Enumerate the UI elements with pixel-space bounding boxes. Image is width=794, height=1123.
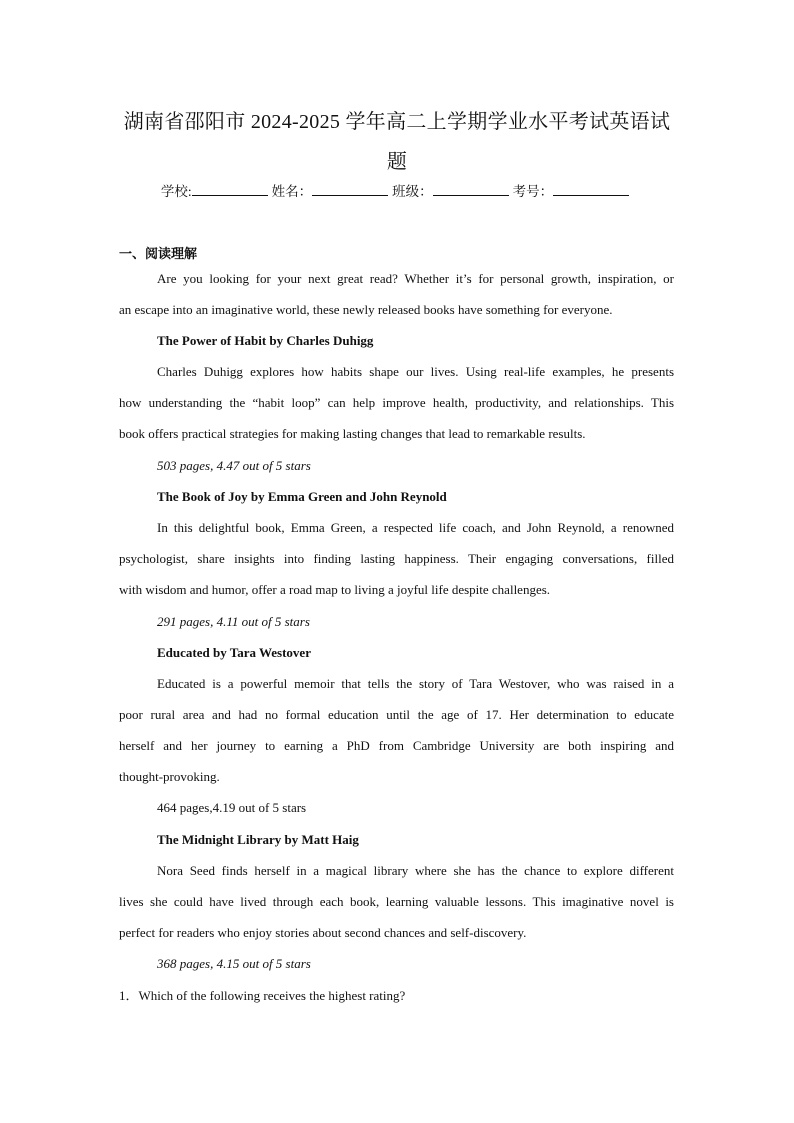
book-meta: 368 pages, 4.15 out of 5 stars [157,956,311,971]
exam-title-line-2: 题 [386,151,408,173]
section-title: 一、阅读理解 [119,246,198,261]
book-text-line: herself and her journey to earning a PhD from Cambridge University are both inspiring and [119,738,674,753]
question-1: 1．Which of the following receives the highest rating? [119,988,406,1003]
class-blank[interactable] [433,183,509,196]
book-text-line: book offers practical strategies for making lasting changes that lead to remarkable results. [119,426,586,441]
class-label: 班级： [392,184,433,199]
book-text-line: perfect for readers who enjoy stories about second chances and self-discovery. [119,925,527,940]
book-heading: The Midnight Library by Matt Haig [157,832,359,847]
book-heading: Educated by Tara Westover [157,645,311,660]
book-text-line: Nora Seed finds herself in a magical library where she has the chance to explore different [157,863,674,878]
exam-title-line-1: 湖南省邵阳市 2024-2025 学年高二上学期学业水平考试英语试 [123,111,671,133]
name-label: 姓名： [271,184,313,199]
name-blank[interactable] [312,183,388,196]
book-heading: The Power of Habit by Charles Duhigg [157,333,374,348]
intro-line: Are you looking for your next great read? Whether it’s for personal growth, inspiration, or [157,271,674,286]
book-text-line: how understanding the “habit loop” can help improve health, productivity, and relationships. This [119,395,674,410]
exam-number-label: 考号： [512,184,554,199]
book-meta: 291 pages, 4.11 out of 5 stars [157,614,310,629]
book-meta: 464 pages,4.19 out of 5 stars [157,800,307,815]
book-text-line: with wisdom and humor, offer a road map to living a joyful life despite challenges. [119,582,551,597]
student-info-row [0,180,794,200]
exam-number-blank[interactable] [553,183,629,196]
book-text-line: poor rural area and had no formal education until the age of 17. Her determination to educate [119,707,674,722]
book-text-line: psychologist, share insights into finding lasting happiness. Their engaging conversations, filled [119,551,674,566]
school-label: 学校: [160,184,192,199]
book-heading: The Book of Joy by Emma Green and John Reynold [157,489,447,504]
book-meta: 503 pages, 4.47 out of 5 stars [157,458,311,473]
book-text-line: thought-provoking. [119,769,220,784]
book-text-line: lives she could have lived through each book, learning valuable lessons. This imaginative novel is [119,894,674,909]
school-blank[interactable] [192,183,268,196]
book-text-line: Charles Duhigg explores how habits shape our lives. Using real-life examples, he presents [157,364,674,379]
book-text-line: Educated is a powerful memoir that tells the story of Tara Westover, who was raised in a [157,676,674,691]
intro-line: an escape into an imaginative world, these newly released books have something for everyone. [119,302,613,317]
book-text-line: In this delightful book, Emma Green, a respected life coach, and John Reynold, a renowned [157,520,674,535]
